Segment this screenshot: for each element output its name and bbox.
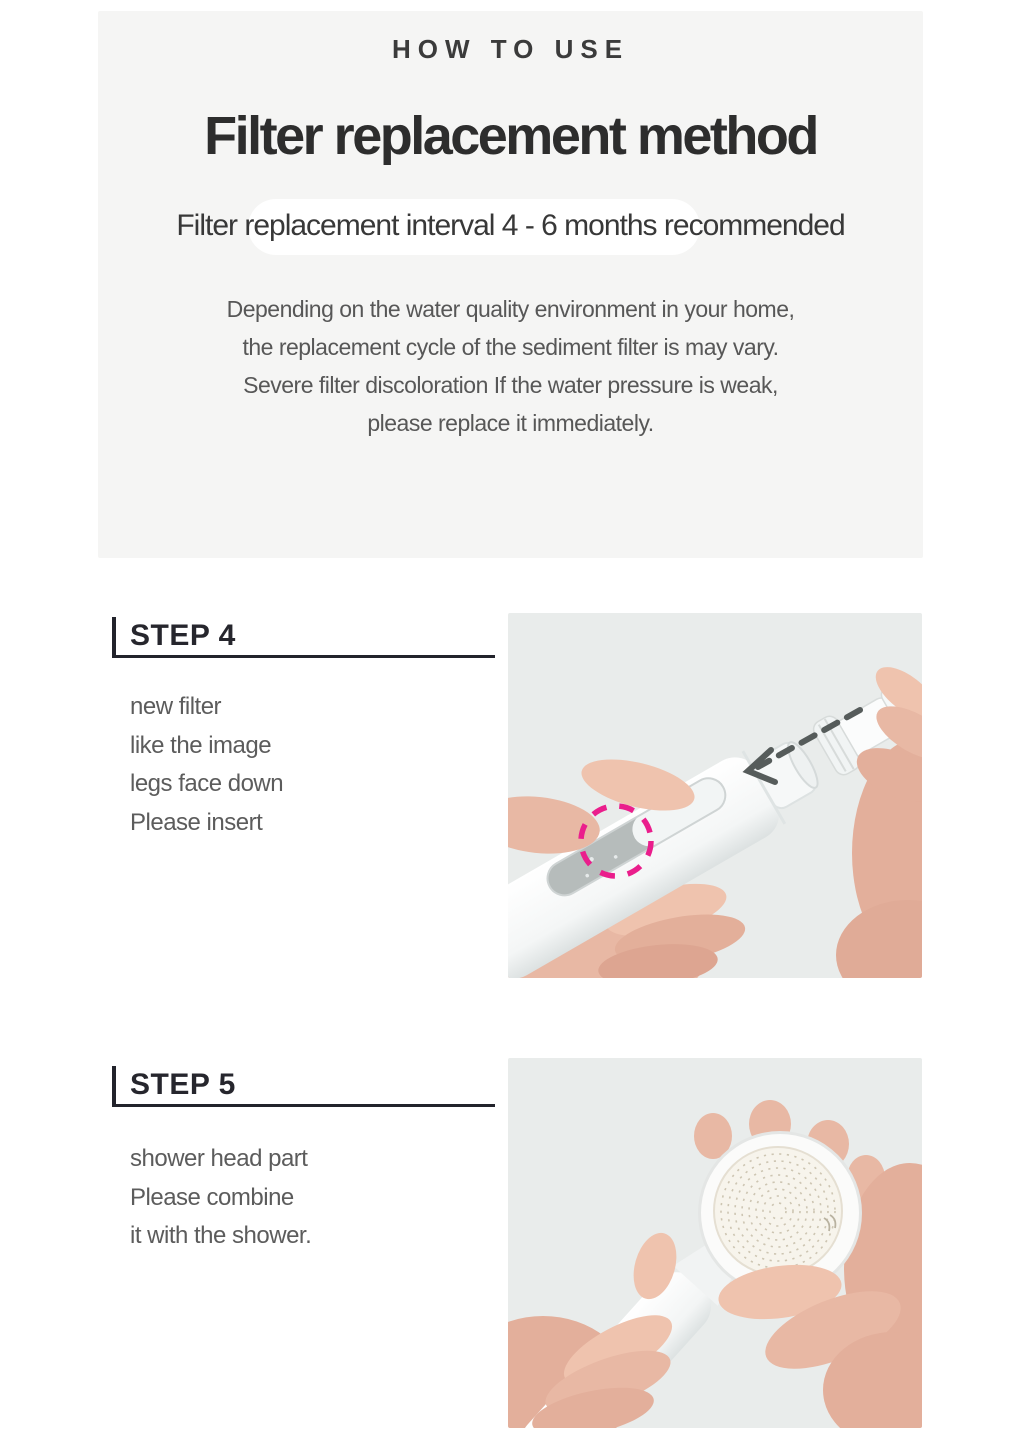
step4-section: [0, 600, 1024, 990]
description-line: please replace it immediately.: [367, 410, 654, 436]
step5-label: STEP 5: [130, 1068, 236, 1101]
description-line: Depending on the water quality environment in your home,: [226, 296, 795, 322]
step5-description: [130, 1140, 311, 1256]
step4-photo: [508, 613, 922, 978]
step4-underline: [112, 655, 495, 658]
step5-underline: [112, 1104, 495, 1107]
step4-description: [130, 688, 283, 842]
description-line: Severe filter discoloration If the water pressure is weak,: [243, 372, 778, 398]
step4-accent-bar: [112, 617, 116, 658]
description-line: the replacement cycle of the sediment filter is may vary.: [242, 334, 779, 360]
filter-insertion-illustration: [508, 613, 922, 978]
how-to-use-heading: HOW TO USE: [391, 34, 630, 64]
step4-line: like the image: [130, 731, 272, 759]
shower-head-assembly-illustration: [508, 1058, 922, 1428]
step5-photo: [508, 1058, 922, 1428]
step5-section: [0, 1048, 1024, 1443]
step5-accent-bar: [112, 1066, 116, 1107]
step4-label: STEP 4: [130, 619, 236, 652]
step4-line: new filter: [130, 693, 222, 720]
page-title: Filter replacement method: [204, 106, 817, 166]
step5-line: Please combine: [130, 1183, 294, 1211]
step4-line: Please insert: [130, 808, 263, 836]
subtitle: Filter replacement interval 4 - 6 months recommended: [176, 209, 845, 242]
step5-line: it with the shower.: [130, 1222, 312, 1249]
step4-line: legs face down: [130, 770, 284, 797]
hero-section: [98, 11, 923, 558]
description-text: [98, 290, 923, 442]
step5-line: shower head part: [130, 1145, 308, 1172]
